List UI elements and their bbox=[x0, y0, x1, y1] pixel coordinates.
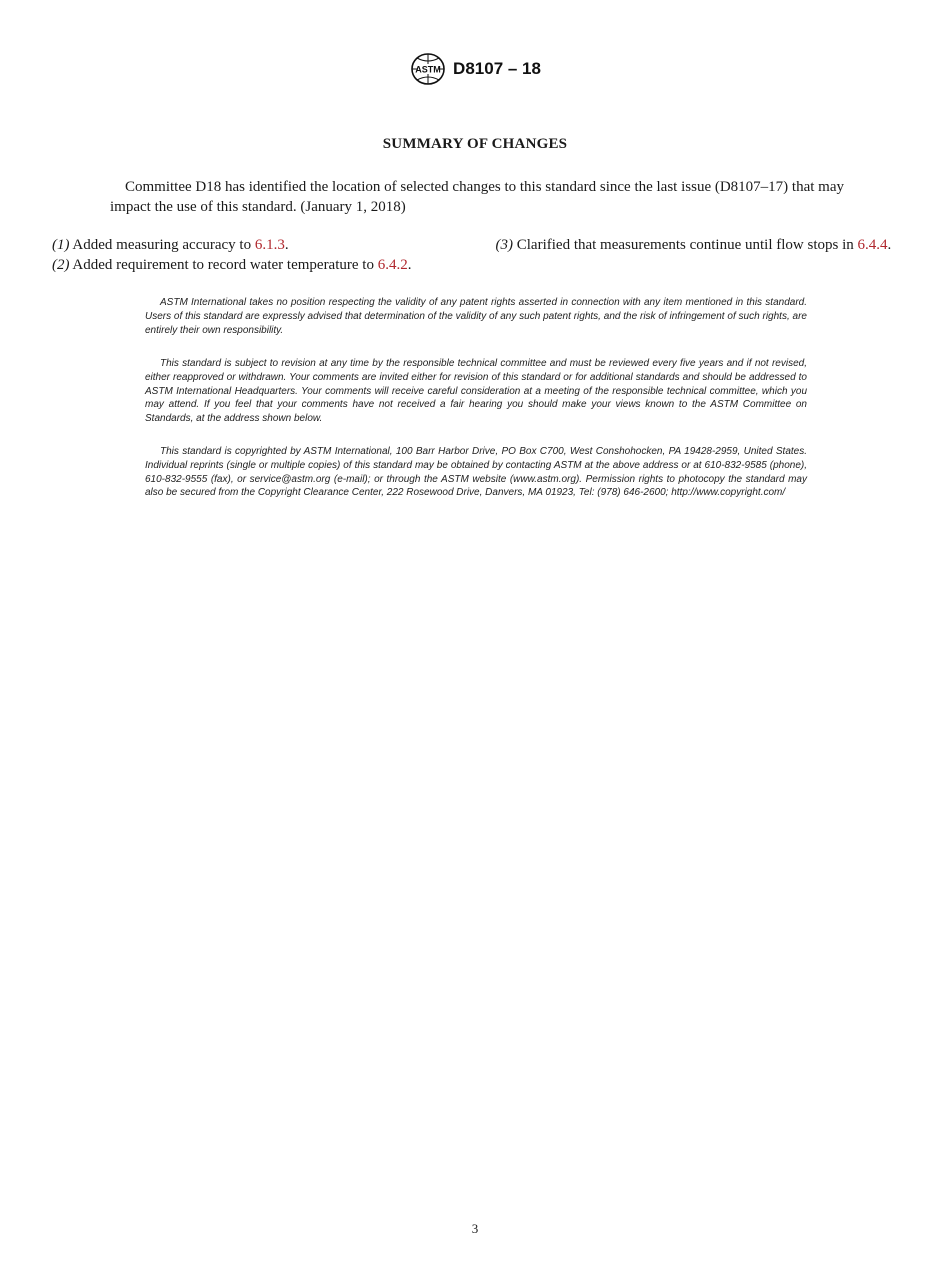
section-reference-link[interactable]: 6.4.2 bbox=[377, 257, 408, 273]
astm-logo-text: ASTM bbox=[415, 64, 441, 75]
summary-title: SUMMARY OF CHANGES bbox=[382, 136, 568, 152]
summary-intro: Committee D18 has identified the location of selected changes to this standard since the last issue (D8107–17) that may impact the use of this standard. (January 1, 2018) bbox=[110, 179, 844, 215]
change-end: . bbox=[407, 257, 412, 273]
change-text: Clarified that measurements continue until flow stops in bbox=[513, 237, 858, 253]
change-text: Added requirement to record water temperature to bbox=[69, 257, 378, 273]
change-item bbox=[496, 235, 900, 255]
standard-designation: D8107 – 18 bbox=[453, 59, 541, 78]
change-item bbox=[52, 255, 456, 275]
astm-logo-icon bbox=[409, 52, 447, 86]
page-number: 3 bbox=[471, 1221, 479, 1236]
revision-notice: This standard is subject to revision at any time by the responsible technical committee and must be reviewed every five years and if not revised, either reapproved or withdrawn. Your comments are invited either for revision of this standard or for additional standards and should be addressed to ASTM International Headquarters. Your comments will receive careful consideration at a meeting of the responsible technical committee, which you may attend. If you feel that your comments have not received a fair hearing you should make your views known to the ASTM Committee on Standards, at the address shown below. bbox=[145, 358, 807, 425]
copyright-notice: This standard is copyrighted by ASTM International, 100 Barr Harbor Drive, PO Box C700, West Conshohocken, PA 19428-2959, United States. Individual reprints (single or multiple copies) of this standard may be obtained by contacting ASTM at the above address or at 610-832-9585 (phone), 610-832-9555 (fax), or service@astm.org (e-mail); or through the ASTM website (www.astm.org). Permission rights to photocopy the standard may also be secured from the Copyright Clearance Center, 222 Rosewood Drive, Danvers, MA 01923, Tel: (978) 646-2600; http://www.copyright.com/ bbox=[145, 446, 807, 499]
section-reference-link[interactable]: 6.4.4 bbox=[857, 237, 888, 253]
changes-list bbox=[52, 235, 899, 275]
change-number: (3) bbox=[495, 237, 513, 253]
page-header bbox=[0, 52, 950, 86]
section-reference-link[interactable]: 6.1.3 bbox=[254, 237, 285, 253]
patent-notice: ASTM International takes no position respecting the validity of any patent rights asserted in connection with any item mentioned in this standard. Users of this standard are expressly advised that determination of the validity of any such patent rights, and the risk of infringement of such rights, are entirely their own responsibility. bbox=[145, 297, 807, 336]
change-end: . bbox=[284, 237, 289, 253]
change-end: . bbox=[887, 237, 892, 253]
changes-column-right bbox=[496, 235, 900, 275]
change-number: (1) bbox=[52, 237, 70, 253]
change-number: (2) bbox=[52, 257, 70, 273]
change-item bbox=[52, 235, 456, 255]
changes-column-left bbox=[52, 235, 456, 275]
change-text: Added measuring accuracy to bbox=[69, 237, 255, 253]
